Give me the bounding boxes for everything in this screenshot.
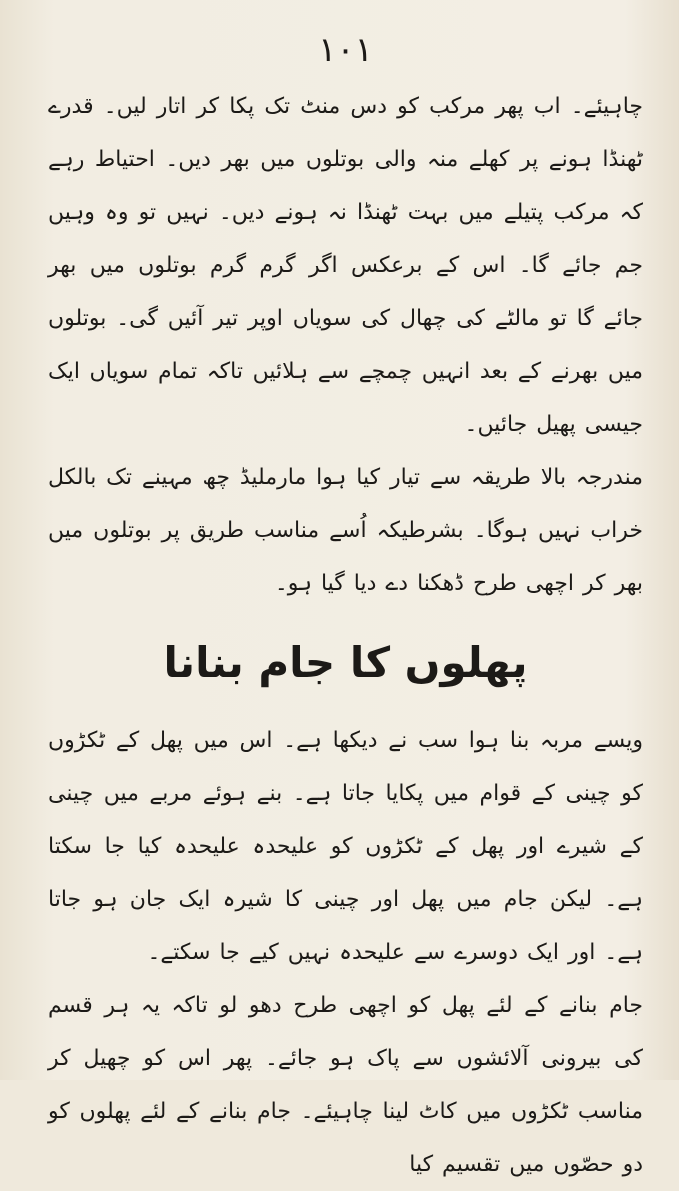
paragraph-marmalade-storage: مندرجہ بالا طریقہ سے تیار کیا ہوا مارملیڈ چھ مہینے تک بالکل خراب نہیں ہوگا۔ بشرطیکہ اُسے مناسب طریق پر بوتلوں میں بھر کر اچھی طرح ڈھکنا دے دیا گیا ہو۔ — [48, 465, 643, 596]
paragraph-marmalade-method: چاہیئے۔ اب پھر مرکب کو دس منٹ تک پکا کر اتار لیں۔ قدرے ٹھنڈا ہونے پر کھلے منہ والی بوتلوں میں بھر دیں۔ احتیاط رہے کہ مرکب پتیلے میں بہت ٹھنڈا نہ ہونے دیں۔ نہیں تو وہ وہیں جم جائے گا۔ اس کے برعکس اگر گرم گرم بوتلوں میں بھر جائے گا تو مالٹے کی چھال کی سویاں اوپر تیر آئیں گی۔ بوتلوں میں بھرنے کے بعد انہیں چمچے سے ہلائیں تاکہ تمام سویاں ایک جیسی پھیل جائیں۔ — [48, 94, 643, 437]
body-text-top — [48, 80, 643, 610]
paragraph-jam-method: جام بنانے کے لئے پھل کو اچھی طرح دھو لو تاکہ یہ ہر قسم کی بیرونی آلائشوں سے پاک ہو جائے۔ پھر اس کو چھیل کر مناسب ٹکڑوں میں کاٹ لینا چاہیئے۔ جام بنانے کے لئے پھلوں کو دو حصّوں میں تقسیم کیا — [48, 993, 643, 1177]
paragraph-jam-intro: ویسے مربہ بنا ہوا سب نے دیکھا ہے۔ اس میں پھل کے ٹکڑوں کو چینی کے قوام میں پکایا جاتا ہے۔ بنے ہوئے مربے میں چینی کے شیرے اور پھل کے ٹکڑوں کو علیحدہ علیحدہ کیا جا سکتا ہے۔ لیکن جام میں پھل اور چینی کا شیرہ ایک جان ہو جاتا ہے۔ اور ایک دوسرے سے علیحدہ نہیں کیے جا سکتے۔ — [48, 728, 643, 965]
section-heading: پھلوں کا جام بنانا — [163, 638, 528, 687]
page-number: ۱۰۱ — [318, 30, 373, 70]
body-text-bottom — [48, 714, 643, 1191]
